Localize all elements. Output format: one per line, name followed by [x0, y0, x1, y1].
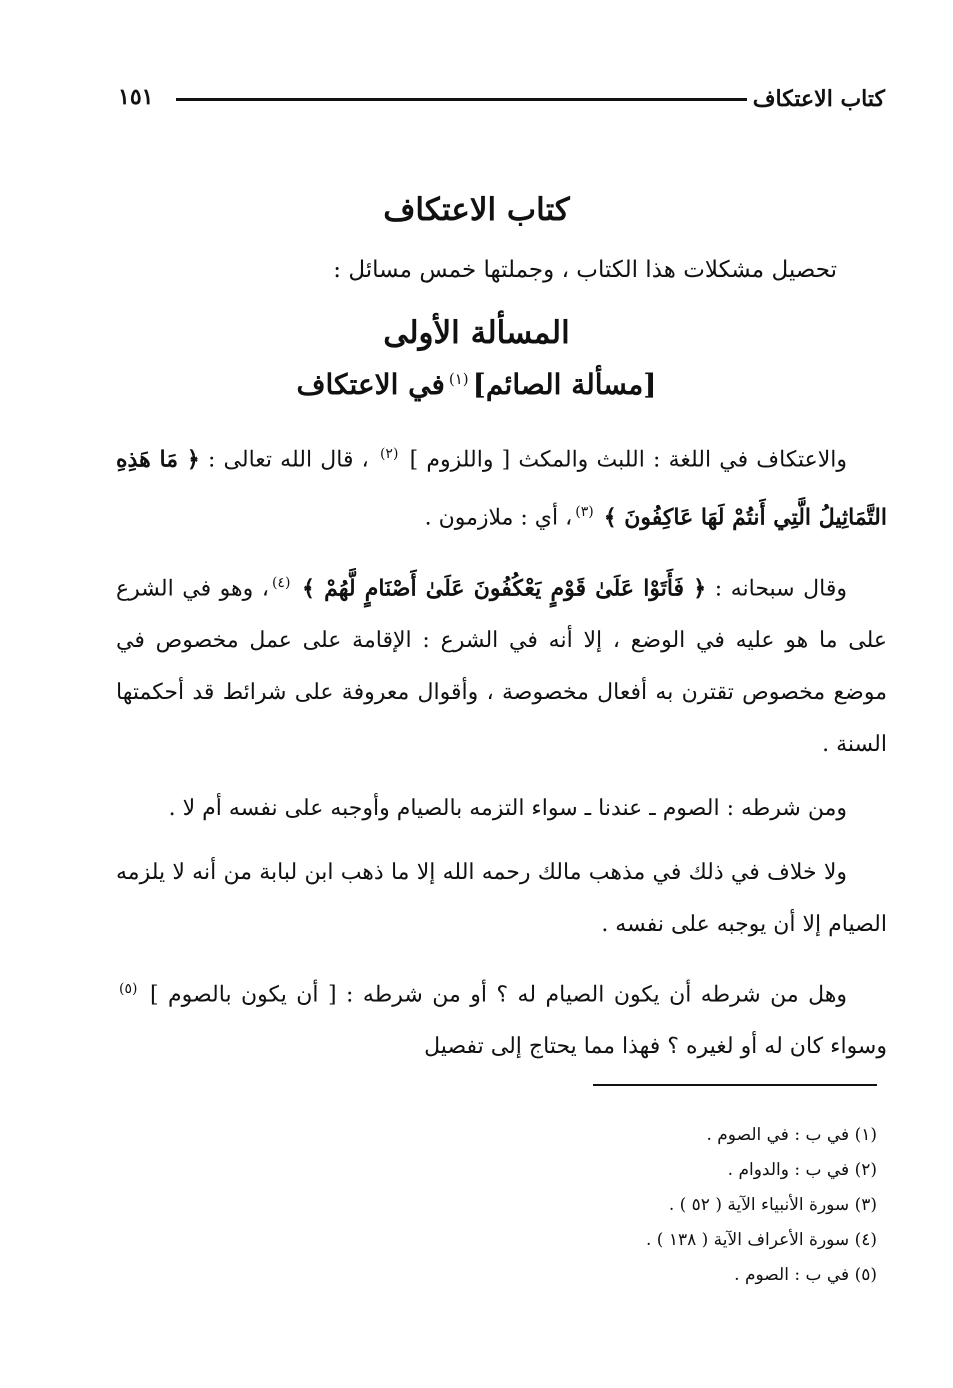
paragraph-5	[116, 963, 887, 1073]
footnote-ref-5: (٥)	[119, 980, 138, 997]
chapter-title: كتاب الاعتكاف	[383, 192, 570, 228]
header-rule	[176, 98, 747, 101]
paragraph-4: ولا خلاف في ذلك في مذهب مالك رحمه الله إلا ما ذهب ابن لبابة من أنه لا يلزمه الصيام إلا أن يوجبه على نفسه .	[116, 859, 887, 937]
running-header	[118, 80, 885, 120]
paragraph-1-text-a: والاعتكاف في اللغة : اللبث والمكث [ واللزوم ]	[409, 447, 848, 473]
footnotes	[100, 1118, 877, 1293]
paragraph-5-text-a: وهل من شرطه أن يكون الصيام له ؟ أو من شرطه : [ أن يكون بالصوم ]	[149, 982, 847, 1008]
chapter-intro: تحصيل مشكلات هذا الكتاب ، وجملتها خمس مسائل :	[333, 257, 837, 283]
subsection-title-part2: في الاعتكاف	[296, 368, 445, 401]
footnote-ref-2: (٢)	[379, 446, 399, 462]
footnote-3: (٣) سورة الأنبياء الآية ( ٥٢ ) .	[668, 1195, 877, 1215]
body-text	[116, 428, 887, 1085]
quran-verse-2: ﴿ فَأَتَوْا عَلَىٰ قَوْمٍ يَعْكُفُونَ عَلَىٰ أَصْنَامٍ لَّهُمْ ﴾	[301, 574, 707, 601]
footnote-5: (٥) في ب : الصوم .	[734, 1265, 877, 1285]
paragraph-2	[116, 557, 887, 771]
quran-verse-1: ﴿ مَا هَذِهِ التَّمَاثِيلُ الَّتِي أَنتُمْ لَهَا عَاكِفُونَ ﴾	[116, 446, 887, 531]
footnote-ref-3: (٣)	[575, 504, 594, 521]
page-number: ١٥١	[118, 84, 154, 110]
paragraph-1	[116, 428, 887, 545]
section-title: المسألة الأولى	[383, 315, 570, 351]
paragraph-1-text-c: ، أي : ملازمون .	[424, 505, 573, 531]
paragraph-2-text-b: ، وهو في الشرع على ما هو عليه في الوضع ، إلا أنه في الشرع : الإقامة على عمل مخصوص في موضع مخصوص تقترن به أفعال مخصوصة ، وأقوال معروفة على شرائط قد أحكمتها السنة .	[116, 575, 887, 757]
footnote-2: (٢) في ب : والدوام .	[727, 1160, 877, 1180]
footnote-ref-4: (٤)	[271, 574, 291, 591]
footnote-ref-1: (١)	[448, 369, 469, 388]
footnote-4: (٤) سورة الأعراف الآية ( ١٣٨ ) .	[645, 1230, 877, 1250]
paragraph-1-text-b: ، قال الله تعالى :	[207, 447, 369, 473]
subsection-title-part1: [مسألة الصائم]	[472, 368, 657, 401]
paragraph-2-text-a: وقال سبحانه :	[714, 575, 847, 601]
paragraph-5-text-b: وسواء كان له أو لغيره ؟ فهذا مما يحتاج إلى تفصيل	[424, 1034, 887, 1060]
footnote-rule	[593, 1084, 877, 1086]
paragraph-3: ومن شرطه : الصوم ـ عندنا ـ سواء التزمه بالصيام وأوجبه على نفسه أم لا .	[168, 795, 847, 821]
subsection-title	[0, 368, 953, 401]
running-title: كتاب الاعتكاف	[752, 86, 885, 112]
footnote-1: (١) في ب : في الصوم .	[706, 1125, 877, 1145]
